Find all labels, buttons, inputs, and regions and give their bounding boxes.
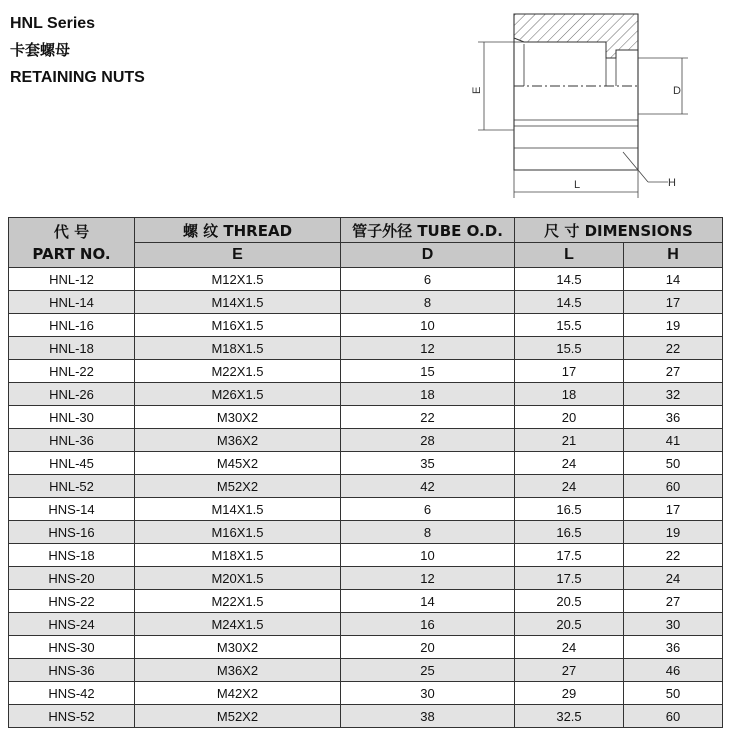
thread-cell: M18X1.5 (135, 337, 341, 360)
thread-header: 螺 纹 THREAD (135, 218, 341, 243)
part-number-cell: HNS-30 (9, 636, 135, 659)
length-cell: 17 (515, 360, 624, 383)
length-cell: 20.5 (515, 590, 624, 613)
tube-od-cell: 8 (341, 291, 515, 314)
thread-cell: M22X1.5 (135, 590, 341, 613)
table-row (9, 521, 723, 544)
length-cell: 18 (515, 383, 624, 406)
table-row (9, 682, 723, 705)
length-cell: 15.5 (515, 337, 624, 360)
part-number-cell: HNL-18 (9, 337, 135, 360)
hex-cell: 27 (624, 360, 723, 383)
chinese-title: 卡套螺母 (10, 41, 71, 59)
hex-cell: 46 (624, 659, 723, 682)
dimension-d-label: D (673, 85, 681, 97)
hex-cell: 41 (624, 429, 723, 452)
thread-cell: M42X2 (135, 682, 341, 705)
hex-cell: 30 (624, 613, 723, 636)
length-cell: 17.5 (515, 567, 624, 590)
hex-cell: 22 (624, 337, 723, 360)
hex-cell: 50 (624, 452, 723, 475)
part-number-cell: HNS-22 (9, 590, 135, 613)
table-row (9, 613, 723, 636)
table-row (9, 452, 723, 475)
header-l: L (515, 243, 624, 268)
thread-cell: M14X1.5 (135, 498, 341, 521)
tube-od-cell: 25 (341, 659, 515, 682)
length-cell: 15.5 (515, 314, 624, 337)
part-number-cell: HNL-30 (9, 406, 135, 429)
thread-cell: M22X1.5 (135, 360, 341, 383)
thread-cell: M16X1.5 (135, 521, 341, 544)
hex-cell: 19 (624, 314, 723, 337)
nut-section-view (514, 14, 638, 170)
specification-table (8, 217, 723, 728)
tube-od-cell: 20 (341, 636, 515, 659)
table-row (9, 636, 723, 659)
thread-cell: M20X1.5 (135, 567, 341, 590)
tube-od-cell: 6 (341, 498, 515, 521)
table-row (9, 705, 723, 728)
tube-od-cell: 10 (341, 544, 515, 567)
length-cell: 17.5 (515, 544, 624, 567)
tube-od-cell: 18 (341, 383, 515, 406)
thread-cell: M18X1.5 (135, 544, 341, 567)
thread-cell: M30X2 (135, 406, 341, 429)
tube-od-cell: 38 (341, 705, 515, 728)
table-row (9, 429, 723, 452)
part-number-cell: HNL-26 (9, 383, 135, 406)
hex-cell: 27 (624, 590, 723, 613)
table-row (9, 314, 723, 337)
hex-cell: 24 (624, 567, 723, 590)
hex-cell: 14 (624, 268, 723, 291)
part-number-cell: HNL-16 (9, 314, 135, 337)
part-number-cell: HNS-42 (9, 682, 135, 705)
length-cell: 24 (515, 636, 624, 659)
length-cell: 27 (515, 659, 624, 682)
header-e: E (135, 243, 341, 268)
part-number-header (9, 218, 135, 268)
table-body (9, 268, 723, 728)
table-row (9, 268, 723, 291)
thread-cell: M30X2 (135, 636, 341, 659)
tube-od-cell: 12 (341, 567, 515, 590)
length-cell: 24 (515, 475, 624, 498)
part-number-cell: HNL-36 (9, 429, 135, 452)
thread-cell: M12X1.5 (135, 268, 341, 291)
hex-cell: 60 (624, 705, 723, 728)
part-number-header-en: PART NO. (32, 244, 111, 263)
length-cell: 21 (515, 429, 624, 452)
tube-od-cell: 42 (341, 475, 515, 498)
tube-od-cell: 15 (341, 360, 515, 383)
tube-od-cell: 35 (341, 452, 515, 475)
table-row (9, 337, 723, 360)
length-cell: 32.5 (515, 705, 624, 728)
tube-od-cell: 30 (341, 682, 515, 705)
thread-cell: M52X2 (135, 475, 341, 498)
length-cell: 16.5 (515, 521, 624, 544)
header-h: H (624, 243, 723, 268)
thread-cell: M36X2 (135, 429, 341, 452)
hex-cell: 36 (624, 406, 723, 429)
table-row (9, 360, 723, 383)
thread-cell: M36X2 (135, 659, 341, 682)
dimension-l-label: L (574, 179, 581, 191)
product-title: RETAINING NUTS (10, 69, 145, 86)
series-title: HNL Series (10, 15, 96, 32)
hex-cell: 36 (624, 636, 723, 659)
table-row (9, 544, 723, 567)
table-row (9, 567, 723, 590)
thread-cell: M14X1.5 (135, 291, 341, 314)
part-number-cell: HNS-24 (9, 613, 135, 636)
tube-od-cell: 12 (341, 337, 515, 360)
part-number-cell: HNL-22 (9, 360, 135, 383)
part-number-cell: HNL-52 (9, 475, 135, 498)
hex-cell: 22 (624, 544, 723, 567)
retaining-nut-drawing (468, 2, 698, 202)
hex-cell: 17 (624, 291, 723, 314)
tube-od-cell: 22 (341, 406, 515, 429)
hex-cell: 32 (624, 383, 723, 406)
dimensions-header: 尺 寸 DIMENSIONS (515, 218, 723, 243)
tube-od-cell: 28 (341, 429, 515, 452)
length-cell: 20 (515, 406, 624, 429)
dimension-e-label: E (471, 86, 483, 94)
tube-od-header: 管子外径 TUBE O.D. (341, 218, 515, 243)
length-cell: 29 (515, 682, 624, 705)
length-cell: 16.5 (515, 498, 624, 521)
thread-cell: M45X2 (135, 452, 341, 475)
length-cell: 20.5 (515, 613, 624, 636)
tube-od-cell: 8 (341, 521, 515, 544)
length-cell: 14.5 (515, 268, 624, 291)
header-row-primary (9, 218, 723, 243)
part-number-cell: HNL-45 (9, 452, 135, 475)
thread-cell: M24X1.5 (135, 613, 341, 636)
part-number-cell: HNS-14 (9, 498, 135, 521)
part-number-cell: HNL-14 (9, 291, 135, 314)
part-number-header-cn: 代 号 (53, 222, 90, 241)
hex-cell: 50 (624, 682, 723, 705)
part-number-cell: HNS-36 (9, 659, 135, 682)
header-d: D (341, 243, 515, 268)
hex-cell: 17 (624, 498, 723, 521)
table-row (9, 383, 723, 406)
length-cell: 14.5 (515, 291, 624, 314)
part-number-cell: HNS-20 (9, 567, 135, 590)
table-row (9, 498, 723, 521)
table-row (9, 475, 723, 498)
tube-od-cell: 10 (341, 314, 515, 337)
table-row (9, 406, 723, 429)
thread-cell: M16X1.5 (135, 314, 341, 337)
part-number-cell: HNL-12 (9, 268, 135, 291)
thread-cell: M26X1.5 (135, 383, 341, 406)
part-number-cell: HNS-16 (9, 521, 135, 544)
part-number-cell: HNS-52 (9, 705, 135, 728)
table-row (9, 659, 723, 682)
tube-od-cell: 6 (341, 268, 515, 291)
hex-cell: 60 (624, 475, 723, 498)
tube-od-cell: 16 (341, 613, 515, 636)
title-block (10, 10, 145, 91)
part-number-cell: HNS-18 (9, 544, 135, 567)
thread-cell: M52X2 (135, 705, 341, 728)
hex-cell: 19 (624, 521, 723, 544)
length-cell: 24 (515, 452, 624, 475)
tube-od-cell: 14 (341, 590, 515, 613)
table-row (9, 590, 723, 613)
table-row (9, 291, 723, 314)
dimension-h-label: H (668, 177, 676, 189)
